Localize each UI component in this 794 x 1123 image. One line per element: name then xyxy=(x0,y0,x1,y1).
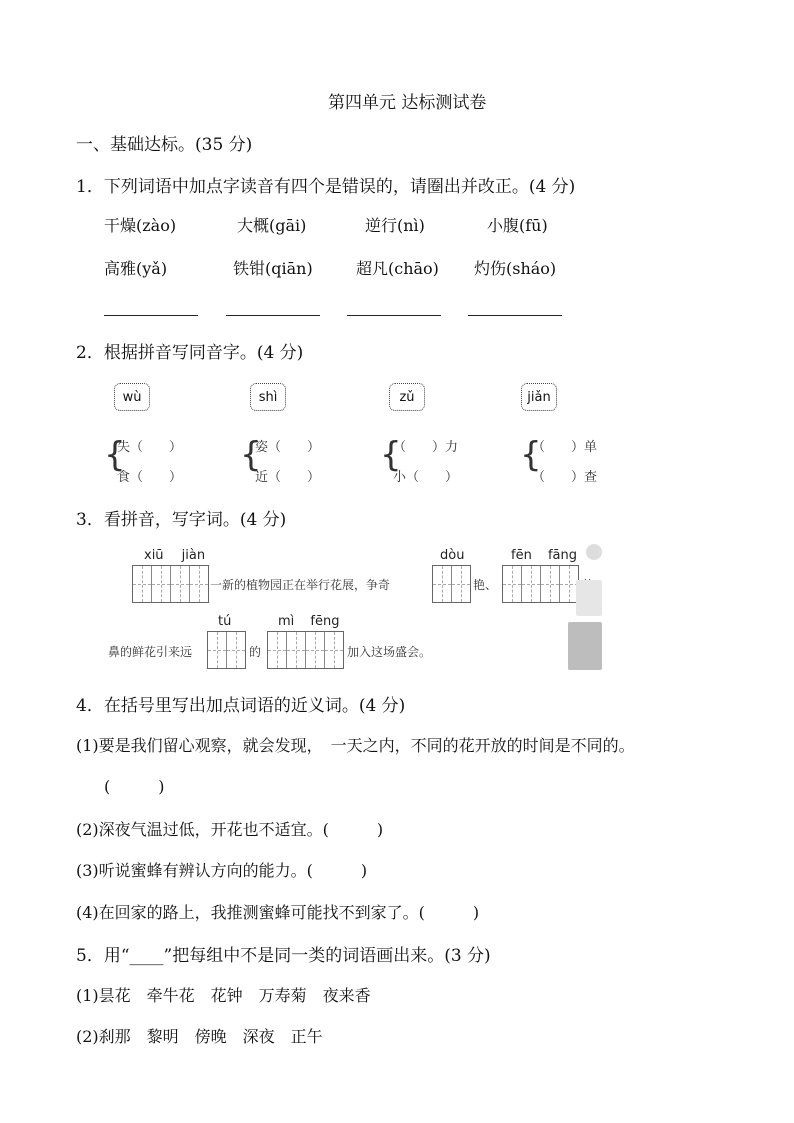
pinyin-box: shì xyxy=(250,383,286,411)
word-group-1: (1)昙花 牵牛花 花钟 万寿菊 夜来香 xyxy=(76,986,371,1005)
watermark-decoration xyxy=(586,544,602,560)
brace-icon: { xyxy=(520,435,542,475)
question-2-label: 2．根据拼音写同音字。(4 分) xyxy=(76,343,304,363)
answer-line[interactable] xyxy=(226,315,320,316)
sentence-text: 鼻的鲜花引来远 xyxy=(108,645,193,659)
group-line[interactable]: 近（ ） xyxy=(255,470,321,485)
q1-word: 超凡(chāo) xyxy=(356,259,439,278)
pinyin-label: mì fēng xyxy=(278,614,340,629)
q1-word: 大概(gāi) xyxy=(237,216,307,235)
brace-icon: { xyxy=(104,435,126,475)
group-line[interactable]: （ ）查 xyxy=(532,470,598,485)
pinyin-box: zǔ xyxy=(389,383,425,411)
group-line[interactable]: 姿（ ） xyxy=(255,440,321,455)
sentence-text: 的 xyxy=(249,645,262,659)
question-4-label: 4．在括号里写出加点词语的近义词。(4 分) xyxy=(76,696,406,716)
watermark-decoration xyxy=(576,580,602,616)
group-line[interactable]: 失（ ） xyxy=(117,440,183,455)
q1-word: 灼伤(sháo) xyxy=(474,259,557,278)
pinyin-label: tú xyxy=(218,614,232,629)
writing-grid[interactable] xyxy=(502,565,579,603)
q1-word: 铁钳(qiān) xyxy=(233,259,313,278)
sentence-text: 艳、 xyxy=(473,578,498,592)
q1-word: 干燥(zào) xyxy=(104,216,177,235)
question-1-label: 1．下列词语中加点字读音有四个是错误的，请圈出并改正。(4 分) xyxy=(76,177,576,197)
group-line[interactable]: （ ）单 xyxy=(532,440,598,455)
writing-grid[interactable] xyxy=(432,565,471,603)
pinyin-label: dòu xyxy=(440,548,465,563)
writing-grid[interactable] xyxy=(267,631,344,669)
answer-line[interactable] xyxy=(468,315,562,316)
group-line[interactable]: 小（ ） xyxy=(393,470,459,485)
brace-icon: { xyxy=(240,435,262,475)
pinyin-box: jiǎn xyxy=(521,383,557,411)
sentence-4: (4)在回家的路上，我推测蜜蜂可能找不到家了。( ) xyxy=(76,903,480,922)
group-line[interactable]: （ ）力 xyxy=(393,440,459,455)
brace-icon: { xyxy=(380,435,402,475)
word-group-2: (2)刹那 黎明 傍晚 深夜 正午 xyxy=(76,1027,323,1046)
sentence-2: (2)深夜气温过低，开花也不适宜。( ) xyxy=(76,820,384,839)
writing-grid[interactable] xyxy=(132,565,209,603)
writing-grid[interactable] xyxy=(207,631,246,669)
q1-word: 高雅(yǎ) xyxy=(104,259,168,278)
section-heading: 一、基础达标。(35 分) xyxy=(76,135,253,155)
answer-line[interactable] xyxy=(347,315,441,316)
q1-word: 逆行(nì) xyxy=(365,216,425,235)
question-5-label: 5．用“____”把每组中不是同一类的词语画出来。(3 分) xyxy=(76,946,491,966)
watermark-decoration xyxy=(568,622,602,670)
pinyin-box: wù xyxy=(114,383,150,411)
sentence-text: 一新的植物园正在举行花展，争奇 xyxy=(210,578,391,592)
answer-line[interactable] xyxy=(104,315,198,316)
sentence-1: (1)要是我们留心观察，就会发现， 一天之内，不同的花开放的时间是不同的。 xyxy=(76,736,635,755)
sentence-3: (3)听说蜜蜂有辨认方向的能力。( ) xyxy=(76,861,368,880)
pinyin-label: xiū jiàn xyxy=(144,548,206,563)
q1-word: 小腹(fū) xyxy=(487,216,548,235)
group-line[interactable]: 食（ ） xyxy=(117,470,183,485)
answer-paren[interactable]: ( ) xyxy=(104,777,165,796)
sentence-text: 加入这场盛会。 xyxy=(347,645,432,659)
page-title: 第四单元 达标测试卷 xyxy=(328,93,487,113)
pinyin-label: fēn fāng xyxy=(511,548,577,563)
question-3-label: 3．看拼音，写字词。(4 分) xyxy=(76,510,287,530)
